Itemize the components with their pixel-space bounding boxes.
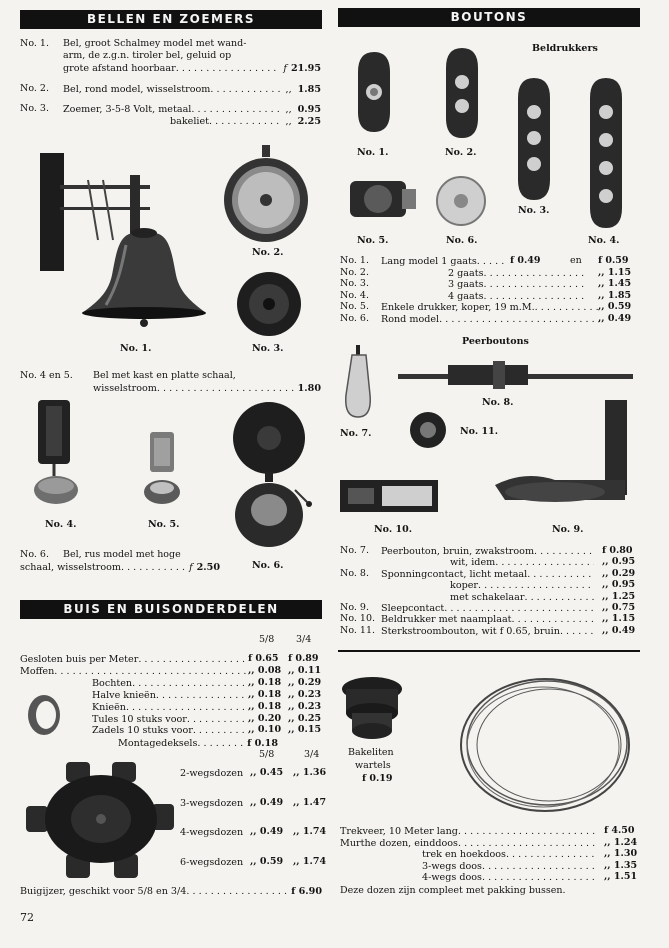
table-row xyxy=(448,268,588,279)
dot-leader xyxy=(209,116,282,127)
column-heading: 3/4 xyxy=(296,634,312,645)
table-row xyxy=(340,838,598,849)
table-row xyxy=(20,666,248,677)
table-row xyxy=(448,279,588,290)
item-desc-line: Bel, groot Schalmey model met wand- xyxy=(63,38,247,49)
currency-mark: ,, xyxy=(285,84,292,95)
table-row xyxy=(450,557,594,568)
item-number: No. 2. xyxy=(20,83,49,94)
item-number: No. 4. xyxy=(340,289,369,301)
price-row xyxy=(63,63,321,74)
item-number: No. 1. xyxy=(20,38,49,49)
figure-label: No. 1. xyxy=(357,147,389,158)
price-row xyxy=(63,84,321,95)
price-col-5-8: ,, 0.49 xyxy=(250,797,284,808)
figure-label: No. 3. xyxy=(252,343,284,354)
dot-leader xyxy=(197,738,243,749)
item-desc-line: grote afstand hoorbaar xyxy=(63,63,176,74)
dot-leader xyxy=(484,291,588,302)
row-label: met schakelaar xyxy=(450,591,525,603)
price: 2.25 xyxy=(297,116,321,127)
dot-leader xyxy=(506,849,598,860)
price: ,, 0.95 xyxy=(602,579,636,591)
box-bell-image xyxy=(32,398,82,516)
item-number: No. 3. xyxy=(340,278,369,290)
item-number: No. 6. xyxy=(20,549,49,560)
push-button-4-image xyxy=(584,78,629,228)
row-label: 3 gaats xyxy=(448,279,484,291)
section-header-buis: BUIS EN BUISONDERDELEN xyxy=(20,600,322,619)
dot-leader xyxy=(176,63,281,74)
row-label: Halve knieën xyxy=(92,689,156,701)
dot-leader xyxy=(187,714,248,725)
table-row xyxy=(381,569,594,580)
figure-label: No. 2. xyxy=(445,147,477,158)
row-label: wit, idem xyxy=(450,557,496,569)
row-label: Sleepcontact xyxy=(381,603,445,614)
price: ,, 1.15 xyxy=(602,613,636,625)
table-row xyxy=(180,768,248,779)
dot-leader xyxy=(157,383,294,394)
price: ,, 1.51 xyxy=(604,871,638,883)
connector-word: en xyxy=(570,255,582,266)
item-number: No. 7. xyxy=(340,545,369,556)
price: 2.50 xyxy=(196,562,220,573)
figure-label: No. 3. xyxy=(518,205,550,216)
price: f 4.50 xyxy=(604,825,635,836)
currency-mark: ,, xyxy=(285,116,292,127)
price-col-5-8: f 0.65 xyxy=(248,653,279,664)
figure-label: No. 5. xyxy=(357,235,389,246)
dot-leader xyxy=(527,569,594,580)
table-row xyxy=(92,725,248,736)
dot-leader xyxy=(439,314,603,325)
price-row xyxy=(93,383,321,394)
price-row xyxy=(20,562,220,573)
table-row xyxy=(340,826,598,837)
bell-wall-arm-image xyxy=(38,145,218,335)
wartels-price: f 0.19 xyxy=(362,773,393,784)
price-col-5-8: ,, 0.49 xyxy=(250,826,284,837)
table-row xyxy=(450,580,594,591)
table-row xyxy=(381,256,506,267)
price-col-5-8: ,, 0.20 xyxy=(248,712,282,724)
price-col-5-8: ,, 0.18 xyxy=(248,676,282,688)
row-label: Sterkstroombouton, wit f 0.65, bruin xyxy=(381,625,560,637)
price: ,, 0.95 xyxy=(602,556,636,568)
price: ,, 0.75 xyxy=(602,602,636,613)
row-label: Zadels 10 stuks voor xyxy=(92,725,193,737)
section-header-boutons: BOUTONS xyxy=(338,8,640,27)
subheading-beldrukkers: Beldrukkers xyxy=(532,43,598,54)
figure-label: No. 2. xyxy=(252,247,284,258)
currency-mark: ,, xyxy=(285,104,292,115)
price-col-3-4: f 0.89 xyxy=(288,653,319,664)
small-bell-image xyxy=(140,430,185,510)
figure-label: No. 6. xyxy=(252,560,284,571)
table-row xyxy=(381,546,594,557)
price: ,, 0.49 xyxy=(602,624,636,636)
item-desc-line: Zoemer, 3-5-8 Volt, metaal xyxy=(63,104,192,115)
row-label: Beldrukker met naamplaat xyxy=(381,614,512,626)
column-heading: 5/8 xyxy=(259,634,275,645)
price-col-5-8: ,, 0.10 xyxy=(248,724,282,736)
row-label: Sponningcontact, licht metaal xyxy=(381,568,528,580)
heavy-current-button-image xyxy=(408,410,450,450)
dot-leader xyxy=(534,546,594,557)
table-row xyxy=(92,702,248,713)
dot-leader xyxy=(477,256,506,267)
page-number: 72 xyxy=(20,911,34,924)
price: 1.80 xyxy=(297,383,321,394)
figure-label: No. 1. xyxy=(120,343,152,354)
item-desc-line: wisselstroom xyxy=(93,383,157,394)
price-col-3-4: ,, 1.74 xyxy=(293,856,327,867)
price: ,, 1.25 xyxy=(602,590,636,602)
dot-leader xyxy=(210,84,282,95)
nameplate-button-image xyxy=(340,478,440,516)
item-desc-line: schaal, wisselstroom xyxy=(20,562,121,573)
item-number: No. 10. xyxy=(340,613,376,625)
dot-leader xyxy=(478,580,594,591)
row-label: 4-wegsdozen xyxy=(180,827,244,838)
price-row xyxy=(170,116,321,127)
dot-leader xyxy=(132,678,248,689)
sliding-contact-image xyxy=(495,400,635,520)
section-header-bellen: BELLEN EN ZOEMERS xyxy=(20,10,322,29)
dot-leader xyxy=(444,603,594,614)
subheading-peerboutons: Peerboutons xyxy=(462,336,529,347)
item-number: No. 9. xyxy=(340,602,369,613)
dot-leader xyxy=(193,725,248,736)
figure-label: No. 7. xyxy=(340,428,372,439)
price: ,, 1.35 xyxy=(604,859,638,871)
row-label: Trekveer, 10 Meter lang xyxy=(340,826,458,837)
row-label: 4-wegs doos xyxy=(422,872,482,884)
montage-row xyxy=(118,738,278,749)
price: f 6.90 xyxy=(291,886,322,897)
row-label: Knieën xyxy=(92,701,126,713)
item-desc-line: arm, de z.g.n. tiroler bel, geluid op xyxy=(63,50,232,61)
row-label: 2-wegsdozen xyxy=(180,768,244,779)
table-row xyxy=(381,603,594,614)
footnote: Deze dozen zijn compleet met pakking bussen. xyxy=(340,885,566,896)
table-row xyxy=(422,849,598,860)
table-row xyxy=(92,678,248,689)
pipe-ring-image xyxy=(26,693,66,738)
dot-leader xyxy=(126,702,248,713)
dot-leader xyxy=(560,626,594,637)
dot-leader xyxy=(482,861,598,872)
row-label: 4 gaats xyxy=(448,290,484,302)
figure-label: No. 5. xyxy=(148,519,180,530)
row-label: Enkele drukker, koper, 19 m.M. xyxy=(381,302,535,314)
price: f 0.59 xyxy=(598,255,629,266)
round-bell-image xyxy=(222,145,312,245)
buigijzer-row xyxy=(20,886,322,897)
item-desc-line: bakeliet xyxy=(170,116,210,127)
dot-leader xyxy=(512,614,594,625)
price: 1.85 xyxy=(297,84,321,95)
table-row xyxy=(92,690,248,701)
item-number: No. 4 en 5. xyxy=(20,370,73,381)
price: ,, 1.30 xyxy=(604,848,638,860)
buzzer-image xyxy=(235,270,305,340)
table-row xyxy=(381,614,594,625)
price-col-5-8: ,, 0.18 xyxy=(248,700,282,712)
wartels-label: Bakeliten xyxy=(348,747,394,758)
table-row xyxy=(180,827,248,838)
price-col-5-8: ,, 0.08 xyxy=(248,664,282,676)
section-divider xyxy=(338,650,640,652)
dot-leader xyxy=(191,104,282,115)
price-col-3-4: ,, 0.11 xyxy=(288,664,322,676)
dot-leader xyxy=(535,302,603,313)
coiled-spring-image xyxy=(455,665,645,825)
price: ,, 1.15 xyxy=(598,266,632,278)
item-number: No. 2. xyxy=(340,266,369,278)
item-number: No. 5. xyxy=(340,301,369,313)
row-label: Murthe dozen, einddoos xyxy=(340,837,458,849)
item-number: No. 8. xyxy=(340,567,369,579)
price-col-5-8: ,, 0.18 xyxy=(248,688,282,700)
figure-label: No. 9. xyxy=(552,524,584,535)
dot-leader xyxy=(156,690,248,701)
figure-label: No. 10. xyxy=(374,524,412,535)
figure-label: No. 4. xyxy=(588,235,620,246)
push-button-3-image xyxy=(512,78,557,200)
item-number: No. 1. xyxy=(340,255,369,266)
row-label: Gesloten buis per Meter xyxy=(20,654,139,665)
price: f 0.80 xyxy=(602,545,633,556)
row-label: Tules 10 stuks voor xyxy=(92,713,187,725)
price-col-3-4: ,, 0.29 xyxy=(288,676,322,688)
row-label: koper xyxy=(450,580,478,592)
dot-leader xyxy=(54,666,248,677)
price-col-3-4: ,, 1.47 xyxy=(293,797,327,808)
price: 0.95 xyxy=(297,104,321,115)
table-row xyxy=(381,626,594,637)
table-row xyxy=(381,302,603,313)
currency-mark: f xyxy=(283,63,287,74)
row-label: trek en hoekdoos xyxy=(422,849,506,861)
dot-leader xyxy=(458,838,598,849)
price: ,, 0.49 xyxy=(598,313,632,324)
price: ,, 1.24 xyxy=(604,836,638,848)
row-label: Peerbouton, bruin, zwakstroom xyxy=(381,546,535,557)
table-row xyxy=(450,592,594,603)
junction-box-image xyxy=(26,762,176,882)
price: ,, 1.45 xyxy=(598,278,632,290)
item-number: No. 6. xyxy=(340,313,369,324)
dot-leader xyxy=(484,268,588,279)
price-col-5-8: ,, 0.45 xyxy=(250,767,284,778)
row-label: Buigijzer, geschikt voor 5/8 en 3/4 xyxy=(20,886,187,897)
price: ,, 1.85 xyxy=(598,289,632,301)
item-desc-line: Bel met kast en platte schaal, xyxy=(93,370,236,381)
row-label: 3-wegs doos xyxy=(422,860,482,872)
figure-label: No. 11. xyxy=(460,426,498,437)
double-bell-image xyxy=(225,400,320,550)
figure-label: No. 6. xyxy=(446,235,478,246)
dot-leader xyxy=(138,654,248,665)
table-row xyxy=(180,857,248,868)
table-row xyxy=(422,872,598,883)
price: f 0.18 xyxy=(247,738,278,749)
row-label: Bochten xyxy=(92,677,133,689)
price-col-3-4: ,, 0.23 xyxy=(288,688,322,700)
dot-leader xyxy=(495,557,594,568)
row-label: Moffen xyxy=(20,665,55,677)
price-row xyxy=(63,104,321,115)
price-col-3-4: ,, 0.15 xyxy=(288,724,322,736)
price-col-5-8: ,, 0.59 xyxy=(250,856,284,867)
price-col-3-4: ,, 1.36 xyxy=(293,767,327,778)
row-label: 2 gaats xyxy=(448,267,484,279)
item-desc-line: Bel, rond model, wisselstroom xyxy=(63,84,211,95)
bakelite-gland-image xyxy=(338,675,408,743)
dot-leader xyxy=(524,592,594,603)
item-number: No. 11. xyxy=(340,624,376,636)
currency-mark: f xyxy=(189,562,193,573)
price: ,, 0.59 xyxy=(598,301,632,313)
dot-leader xyxy=(458,826,598,837)
table-row xyxy=(20,654,248,665)
item-desc-line: Bel, rus model met hoge xyxy=(63,549,181,560)
price-col-3-4: ,, 1.74 xyxy=(293,826,327,837)
price: 21.95 xyxy=(290,63,321,74)
table-row xyxy=(448,291,588,302)
figure-label: No. 8. xyxy=(482,397,514,408)
pear-button-image xyxy=(340,345,380,420)
row-label: Lang model 1 gaats xyxy=(381,256,477,267)
column-heading: 5/8 xyxy=(259,749,275,760)
figure-label: No. 4. xyxy=(45,519,77,530)
push-button-2-image xyxy=(440,48,485,138)
dot-leader xyxy=(186,886,287,897)
row-label: Rond model xyxy=(381,314,440,325)
table-row xyxy=(92,714,248,725)
price-col-3-4: ,, 0.23 xyxy=(288,700,322,712)
brass-button-image xyxy=(340,175,420,225)
row-label: 3-wegsdozen xyxy=(180,798,244,809)
price: ,, 0.29 xyxy=(602,567,636,579)
price-col-3-4: ,, 0.25 xyxy=(288,712,322,724)
column-heading: 3/4 xyxy=(304,749,320,760)
item-number: No. 3. xyxy=(20,103,49,114)
dot-leader xyxy=(482,872,598,883)
dot-leader xyxy=(484,279,588,290)
dot-leader xyxy=(121,562,186,573)
table-row xyxy=(180,798,248,809)
price: f 0.49 xyxy=(510,255,541,266)
row-label: 6-wegsdozen xyxy=(180,857,244,868)
row-label: Montagedeksels xyxy=(118,738,198,749)
door-contact-image xyxy=(398,357,638,397)
wartels-label: wartels xyxy=(355,760,391,771)
push-button-1-image xyxy=(352,52,397,132)
round-button-image xyxy=(435,175,487,227)
table-row xyxy=(422,861,598,872)
table-row xyxy=(381,314,603,325)
